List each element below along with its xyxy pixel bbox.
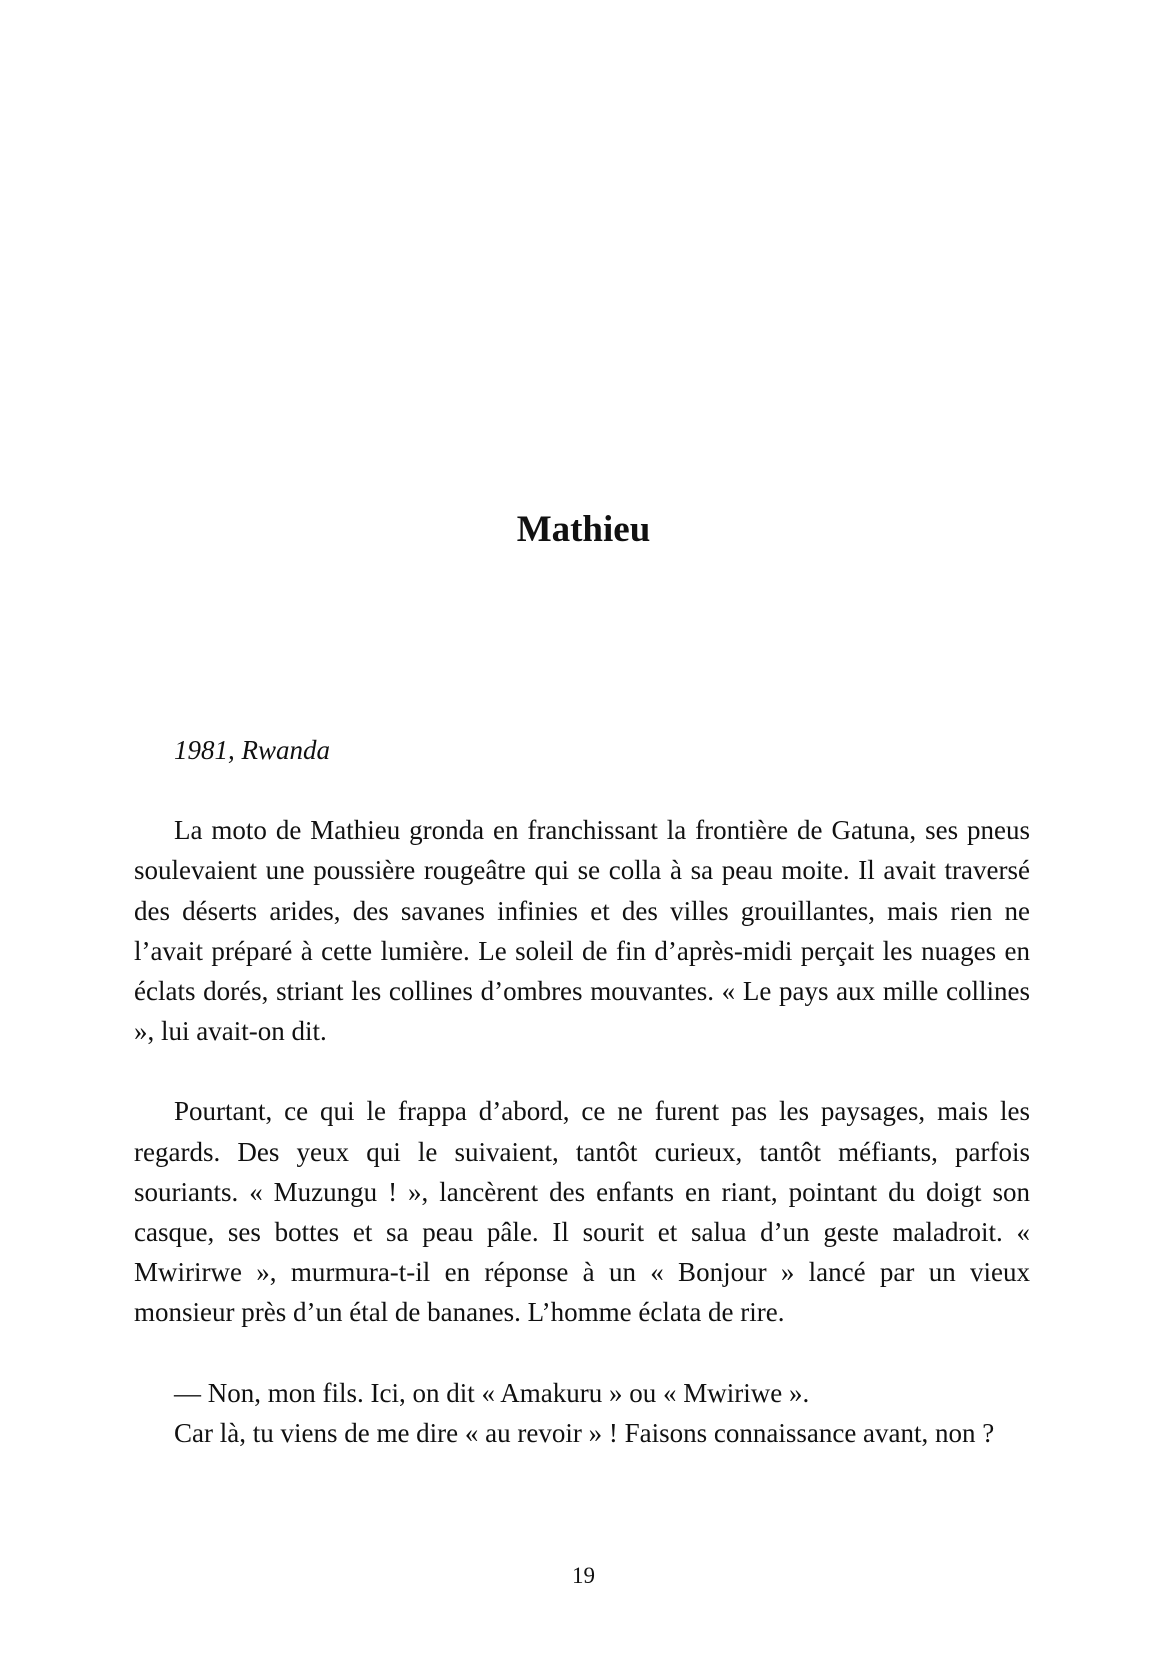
page-number: 19 [572, 1563, 595, 1588]
dialogue-line-2: Car là, tu viens de me dire « au revoir » ! Faisons connaissance avant, non ? [174, 1417, 995, 1448]
dialogue-line-1: — Non, mon fils. Ici, on dit « Amakuru » ou « Mwiriwe ». [174, 1377, 810, 1408]
paragraph-1: La moto de Mathieu gronda en franchissant la frontière de Gatuna, ses pneus soulevaient une poussière rougeâtre qui se colla à sa peau moite. Il avait traversé des déserts arides, des savanes infinies et des villes grouillantes, mais rien ne l’avait préparé à cette lumière. Le soleil de fin d’après-midi perçait les nuages en éclats dorés, striant les collines d’ombres mouvantes. « Le pays aux mille collines », lui avait-on dit. [134, 815, 1030, 1047]
chapter-title: Mathieu [516, 509, 651, 550]
chapter-setting: 1981, Rwanda [174, 735, 331, 765]
paragraph-2: Pourtant, ce qui le frappa d’abord, ce ne furent pas les paysages, mais les regards. Des yeux qui le suivaient, tantôt curieux, tantôt méfiants, parfois souriants. « Muzungu ! », lancèrent des enfants en riant, pointant du doigt son casque, ses bottes et sa peau pâle. Il sourit et salua d’un geste maladroit. « Mwirirwe », murmura-t-il en réponse à un « Bonjour » lancé par un vieux monsieur près d’un étal de bananes. L’homme éclata de rire. [134, 1096, 1030, 1328]
chapter-body [134, 730, 1030, 1453]
